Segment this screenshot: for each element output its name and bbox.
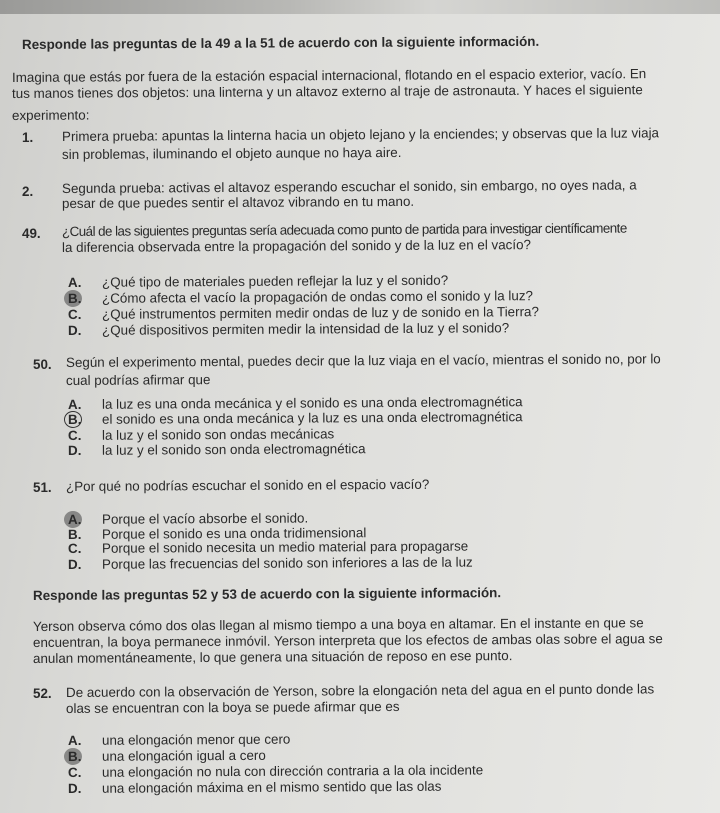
text: D.	[67, 442, 82, 458]
option-letter	[68, 307, 102, 323]
option-d[interactable]	[68, 320, 509, 339]
intro-line: Yerson observa cómo dos olas llegan al mismo tiempo a una boya en altamar. En el instante en que se	[32, 615, 644, 634]
text: ¿Cómo afecta el vacío la propagación de ondas como el sonido y la luz?	[101, 288, 534, 306]
text: ¿Qué tipo de materiales pueden reflejar la luz y el sonido?	[101, 272, 449, 290]
question-text: la diferencia observada entre la propagación del sonido y de la luz en el vacío?	[61, 237, 532, 255]
question-text: cual podrías afirmar que	[65, 372, 211, 388]
question-number: 52.	[33, 686, 52, 701]
text: D.	[67, 780, 82, 796]
text: B.	[67, 411, 82, 427]
option-letter	[68, 557, 102, 573]
step-text: Segunda prueba: activas el altavoz esperando escuchar el sonido, sin embargo, no oyes nada, a	[61, 177, 637, 196]
step-text: Primera prueba: apuntas la linterna hacia un objeto lejano y la enciendes; y observas que la luz viaja	[61, 125, 660, 144]
option-letter	[68, 781, 102, 797]
text: A.	[67, 396, 82, 412]
intro-line: tus manos tienes dos objetos: una linterna y un altavoz externo al traje de astronauta. Y haces el siguiente	[11, 82, 643, 101]
question-number: 51.	[33, 480, 52, 495]
question-text: De acuerdo con la observación de Yerson, sobre la elongación neta del agua en el punto donde las	[65, 681, 655, 700]
option-letter	[68, 749, 102, 765]
text: una elongación máxima en el mismo sentido que las olas	[101, 778, 442, 796]
option-d[interactable]	[68, 555, 473, 573]
text: la luz y el sonido son ondas mecánicas	[101, 426, 335, 443]
question-text: Según el experimento mental, puedes decir que la luz viaja en el vacío, mientras el sonido no, por lo	[65, 351, 661, 370]
text: D.	[67, 322, 82, 338]
option-b[interactable]	[68, 409, 523, 428]
step-number: 2.	[22, 184, 34, 199]
page-top-shadow	[0, 0, 720, 14]
text: Porque las frecuencias del sonido son inferiores a las de la luz	[101, 554, 473, 572]
text: Porque el sonido es una onda tridimensional	[101, 525, 367, 542]
text: B.	[67, 290, 82, 306]
text: B.	[67, 526, 82, 542]
text: A.	[67, 511, 82, 527]
option-letter	[68, 541, 102, 557]
step-number: 1.	[22, 130, 34, 145]
question-text: ¿Por qué no podrías escuchar el sonido en el espacio vacío?	[65, 476, 430, 494]
question-text: olas se encuentran con la boya se puede afirmar que es	[65, 698, 400, 716]
question-number: 49.	[22, 226, 41, 241]
text: el sonido es una onda mecánica y la luz es una onda electromagnética	[101, 409, 523, 427]
step-text: pesar de que puedes sentir el altavoz vibrando en tu mano.	[61, 193, 415, 211]
option-letter	[68, 412, 102, 428]
option-d[interactable]	[68, 441, 366, 459]
option-b[interactable]	[68, 748, 266, 765]
intro-line: encuentran, la boya permanece inmóvil. Yerson interpreta que los efectos de ambas olas sobre el agua se	[32, 631, 663, 650]
text: C.	[67, 306, 82, 322]
text: D.	[67, 556, 82, 572]
text: A.	[67, 274, 82, 290]
text: Porque el vacío absorbe el sonido.	[101, 510, 309, 527]
question-number: 50.	[33, 357, 52, 372]
text: A.	[67, 732, 82, 748]
option-letter	[68, 443, 102, 459]
text: C.	[67, 764, 82, 780]
text: la luz y el sonido son onda electromagnética	[101, 441, 366, 458]
option-letter	[68, 733, 102, 749]
section-heading-49-51: Responde las preguntas de la 49 a la 51 de acuerdo con la siguiente información.	[21, 33, 540, 52]
text: una elongación igual a cero	[101, 747, 266, 764]
intro-line: Imagina que estás por fuera de la estación espacial internacional, flotando en el espacio exterior, vacío. En	[11, 66, 647, 85]
option-d[interactable]	[68, 779, 442, 797]
question-text: ¿Cuál de las siguientes preguntas sería adecuada como punto de partida para investigar científicamente	[61, 220, 627, 239]
step-text: sin problemas, iluminando el objeto aunque no haya aire.	[61, 144, 402, 162]
text: B.	[67, 748, 82, 764]
intro-line: anulan momentáneamente, lo que genera una situación de reposo en ese punto.	[32, 648, 513, 666]
section-heading-52-53: Responde las preguntas 52 y 53 de acuerdo con la siguiente información.	[32, 585, 502, 603]
option-a[interactable]	[68, 732, 290, 749]
option-letter	[68, 275, 102, 291]
text: C.	[67, 540, 82, 556]
option-letter	[68, 323, 102, 339]
option-letter	[68, 765, 102, 781]
text: una elongación no nula con dirección contraria a la ola incidente	[101, 762, 484, 780]
text: C.	[67, 427, 82, 443]
option-letter	[68, 428, 102, 444]
text: ¿Qué dispositivos permiten medir la intensidad de la luz y el sonido?	[101, 320, 510, 338]
option-letter	[68, 291, 102, 307]
option-letter	[68, 512, 102, 528]
text: una elongación menor que cero	[101, 731, 291, 748]
text: Porque el sonido necesita un medio material para propagarse	[101, 538, 469, 556]
text: la luz es una onda mecánica y el sonido es una onda electromagnética	[101, 394, 523, 412]
text: ¿Qué instrumentos permiten medir ondas de luz y de sonido en la Tierra?	[101, 304, 539, 322]
intro-line: experimento:	[11, 107, 90, 123]
